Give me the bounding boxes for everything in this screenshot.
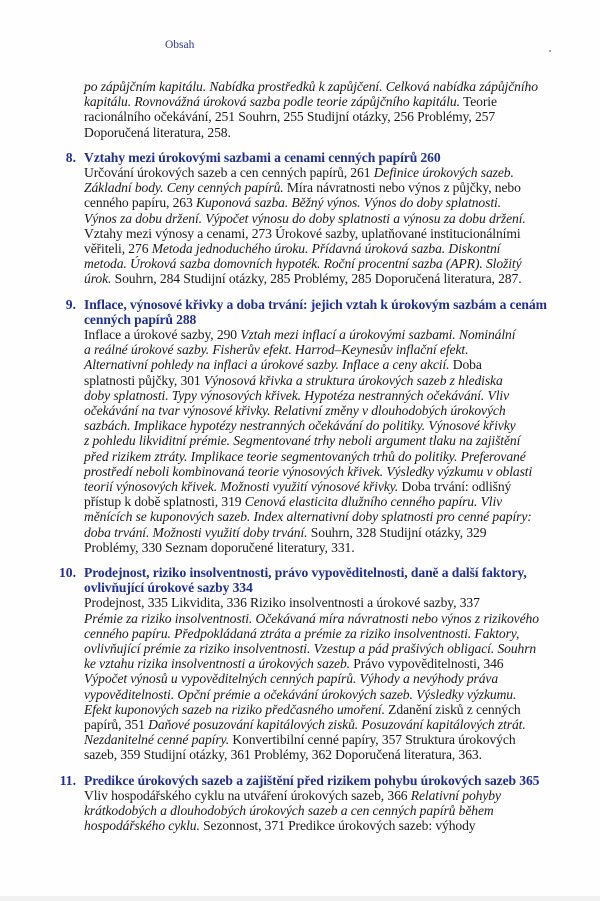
section-text: Právo vypověditelnosti, 346 <box>349 656 504 672</box>
section-text: Doba <box>449 357 482 373</box>
chapter-entry-line <box>84 195 501 211</box>
chapter-entry-line <box>84 626 519 642</box>
section-text: Souhrn, 328 Studijní otázky, 329 <box>307 524 487 540</box>
chapter-entry-line <box>84 671 498 687</box>
chapter-entry-line <box>84 403 506 419</box>
subtopic-text: Relativní pohyby <box>410 787 501 803</box>
subtopic-text: Efekt kuponových sazeb na riziko předčasného umoření. <box>84 701 385 717</box>
subtopic-text: Cenová elasticita dlužního cenného papíru. Vliv <box>244 494 503 510</box>
chapter-entry-line <box>84 373 503 389</box>
section-text: sazeb, 359 Studijní otázky, 361 Problémy, 362 Doporučená literatura, 363. <box>84 747 482 763</box>
chapter-number: 9. <box>65 296 76 312</box>
chapter-entry-line <box>84 342 468 358</box>
chapter-entry-line <box>84 226 521 242</box>
subtopic-text: Výnosová křivka a struktura úrokových sazeb z hlediska <box>203 372 503 388</box>
subtopic-text: úrok. <box>84 271 112 287</box>
subtopic-text: ovlivňující prémie za riziko insolventnosti. Vzestup a pád prašivých obligací. Souhrn <box>84 641 537 656</box>
subtopic-text: doby splatnosti. Typy výnosových křivek. Hypotéza nestranných očekávání. Vliv <box>84 387 510 403</box>
section-text: papírů, 351 <box>84 717 149 732</box>
chapter-entry-line <box>84 818 476 834</box>
chapter-entry-line <box>84 357 482 373</box>
subtopic-text: před rizikem ztráty. Implikace teorie segmentovaných trhů do politiky. Preferované <box>84 448 526 464</box>
chapter-entry-line <box>84 509 532 525</box>
subtopic-text: cenného papíru. Předpokládaná ztráta a prémie za riziko insolventnosti. Faktory, <box>84 625 520 641</box>
chapter-entry-line <box>84 180 521 196</box>
subtopic-text: vypověditelnosti. Opční prémie a očekávání úrokových sazeb. Výsledky výzkumu. <box>84 686 517 702</box>
chapter-entry-line <box>84 525 486 541</box>
section-text: splatnosti půjčky, 301 <box>84 372 204 388</box>
section-text: Míra návratnosti nebo výnos z půjčky, nebo <box>283 180 521 196</box>
subtopic-text: po zápůjčním kapitálu. Nabídka prostředků k zapůjčení. Celková nabídka zápůjčního <box>84 79 538 94</box>
subtopic-text: Kuponová sazba. Běžný výnos. Výnos do doby splatnosti. <box>196 195 501 211</box>
subtopic-text: prostředí neboli kombinovaná teorie výnosových křivek. Výsledky výzkumu v oblasti <box>84 463 533 479</box>
chapter-entry-line <box>84 449 526 465</box>
chapter-entry-line <box>84 595 480 611</box>
subtopic-text: sazbách. Implikace hypotézy nestranných očekávání do politiky. Výnosové křivky <box>84 418 516 434</box>
chapter-entry-line <box>84 271 522 287</box>
chapter-entry-line <box>84 656 503 672</box>
section-text: Doporučená literatura, 258. <box>84 124 231 140</box>
subtopic-text: teorií výnosových křivek. Možnosti využití výnosové křivky. <box>84 479 399 494</box>
chapter-entry-line <box>84 717 526 733</box>
subtopic-text: ke vztahu rizika insolventnosti a úrokových sazeb. <box>84 656 350 672</box>
chapter-entry-line <box>84 641 536 657</box>
running-head: Obsah <box>165 39 195 51</box>
chapter-title[interactable]: ovlivňující úrokové sazby 334 <box>84 580 253 596</box>
page-bottom-edge <box>0 896 600 901</box>
subtopic-text: Výnos za dobu držení. Výpočet výnosu do doby splatnosti a výnosu za dobu držení. <box>84 210 526 226</box>
subtopic-text: Metoda jednoduchého úroku. Přídavná úroková sazba. Diskontní <box>151 241 501 256</box>
section-text: Vliv hospodářského cyklu na utváření úrokových sazeb, 366 <box>84 787 411 803</box>
chapter-entry-line <box>84 327 515 343</box>
subtopic-text: očekávání na tvar výnosové křivky. Relativní změny v dlouhodobých úrokových <box>84 403 506 418</box>
subtopic-text: Alternativní pohledy na inflaci a úrokové sazby. Inflace a ceny akcií. <box>84 357 450 373</box>
chapter-number: 10. <box>59 565 76 580</box>
subtopic-text: Výpočet výnosů u vypověditelných cenných papírů. Výhody a nevýhody práva <box>84 671 499 687</box>
chapter-entry-line <box>84 388 509 404</box>
subtopic-text: doba trvání. Možnosti využití doby trvání. <box>84 524 308 540</box>
chapter-entry-line <box>84 165 514 181</box>
chapter-entry-line <box>84 464 532 480</box>
subtopic-text: metoda. Úroková sazba domovních hypoték. Roční procentní sazba (APR). Složitý <box>84 256 522 272</box>
section-text: Prodejnost, 335 Likvidita, 336 Riziko insolventnosti a úrokové sazby, 337 <box>84 595 480 611</box>
chapter-entry-line <box>84 747 482 763</box>
chapter-entry-line <box>84 540 355 556</box>
chapter-title[interactable]: Prodejnost, riziko insolventnosti, právo vypověditelnosti, daně a další faktory, <box>84 565 527 580</box>
chapter-entry-line <box>84 494 502 510</box>
section-text: Problémy, 330 Seznam doporučené literatury, 331. <box>84 539 355 555</box>
section-text: Inflace a úrokové sazby, 290 <box>84 327 241 342</box>
subtopic-text: Prémie za riziko insolventnosti. Očekávaná míra návratnosti nebo výnos z rizikového <box>84 610 539 626</box>
subtopic-text: Základní body. Ceny cenných papírů. <box>84 180 284 196</box>
section-text: racionálního očekávání, 251 Souhrn, 255 Studijní otázky, 256 Problémy, 257 <box>84 109 496 125</box>
chapter-title[interactable]: Predikce úrokových sazeb a zajištění před rizikem pohybu úrokových sazeb 365 <box>84 772 540 788</box>
subtopic-text: Daňové posuzování kapitálových zisků. Posuzování kapitálových ztrát. <box>148 717 526 732</box>
chapter-entry-line <box>84 211 526 227</box>
subtopic-text: Vztah mezi inflací a úrokovými sazbami. Nominální <box>240 327 516 342</box>
subtopic-text: kapitálu. Rovnovážná úroková sazba podle teorie zápůjčního kapitálu. <box>84 94 460 110</box>
section-text: věřiteli, 276 <box>84 241 152 256</box>
chapter-entry-line <box>84 256 522 272</box>
subtopic-text: měnících se kuponových sazeb. Index alternativní doby splatnosti pro cenné papíry: <box>84 509 532 525</box>
section-text: Konvertibilní cenné papíry, 357 Struktura úrokových <box>229 732 516 748</box>
continuation-line <box>84 79 538 95</box>
continuation-line <box>84 125 231 141</box>
subtopic-text: hospodářského cyklu. <box>84 818 200 834</box>
subtopic-text: Nezdanitelné cenné papíry. <box>84 732 230 748</box>
chapter-number: 8. <box>65 149 76 165</box>
chapter-entry-line <box>84 418 516 434</box>
section-text: cenného papíru, 263 <box>84 195 197 211</box>
chapter-entry-line <box>84 732 516 748</box>
subtopic-text: z pohledu likviditní prémie. Segmentované trhy neboli argument tlaku na zajištění <box>84 433 521 449</box>
section-text: přístup k době splatnosti, 319 <box>84 494 245 510</box>
section-text: Doba trvání: odlišný <box>398 479 512 494</box>
chapter-entry-line <box>84 702 521 718</box>
chapter-entry-line <box>84 479 511 495</box>
chapter-entry-line <box>84 803 494 819</box>
chapter-title[interactable]: Vztahy mezi úrokovými sazbami a cenami cenných papírů 260 <box>84 149 441 165</box>
chapter-entry-line <box>84 433 520 449</box>
continuation-line <box>84 94 497 110</box>
section-text: Vztahy mezi výnosy a cenami, 273 Úrokové sazby, uplatňované institucionálními <box>84 225 521 241</box>
section-text: Souhrn, 284 Studijní otázky, 285 Problémy, 285 Doporučená literatura, 287. <box>111 271 522 287</box>
chapter-entry-line <box>84 788 501 804</box>
scan-speck <box>549 50 551 52</box>
chapter-title[interactable]: cenných papírů 288 <box>84 311 197 327</box>
subtopic-text: a reálné úrokové sazby. Fisherův efekt. Harrod–Keynesův inflační efekt. <box>84 342 469 358</box>
chapter-title[interactable]: Inflace, výnosové křivky a doba trvání: jejich vztah k úrokovým sazbám a cenám <box>84 296 547 312</box>
chapter-number: 11. <box>59 772 76 788</box>
section-text: Zdanění zisků z cenných <box>384 701 521 717</box>
subtopic-text: Definice úrokových sazeb. <box>373 165 514 180</box>
section-text: Sezonnost, 371 Predikce úrokových sazeb: výhody <box>199 818 476 834</box>
continuation-line <box>84 109 495 125</box>
chapter-entry-line <box>84 241 500 257</box>
chapter-entry-line <box>84 687 516 703</box>
section-text: Určování úrokových sazeb a cen cenných papírů, 261 <box>84 165 374 180</box>
subtopic-text: krátkodobých a dlouhodobých úrokových sazeb a cen cenných papírů během <box>84 803 494 818</box>
chapter-entry-line <box>84 611 539 627</box>
section-text: Teorie <box>459 94 497 110</box>
